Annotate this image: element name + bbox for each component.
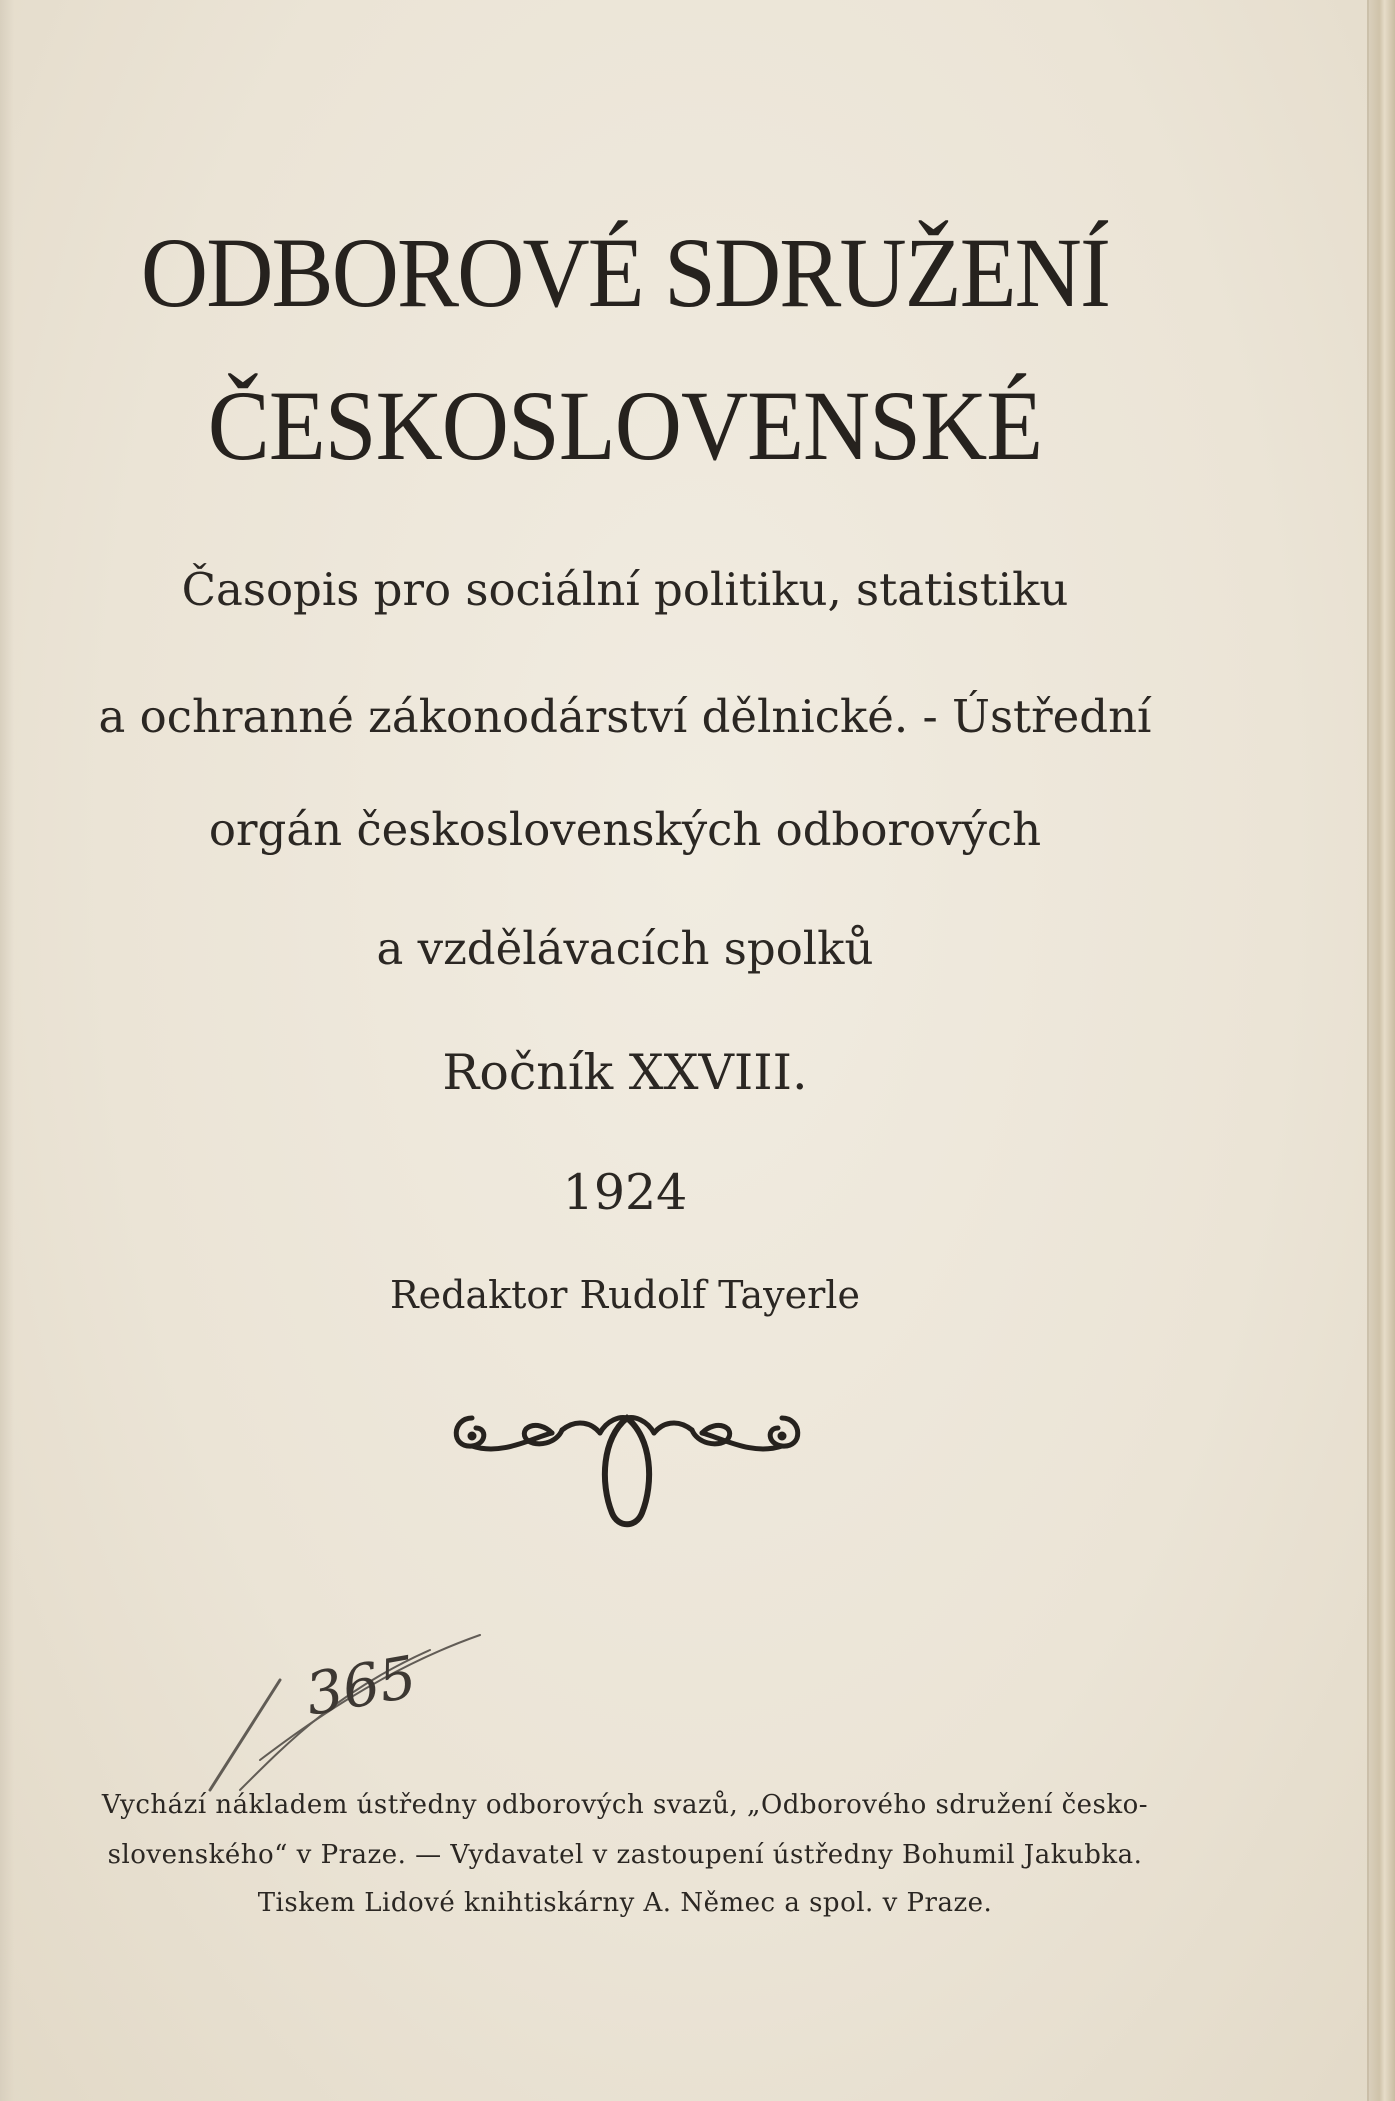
handwritten-number: 365 [300, 1642, 422, 1729]
publication-year: 1924 [562, 1164, 688, 1221]
subtitle-line-1: Časopis pro sociální politiku, statistiku [181, 563, 1069, 616]
journal-title-line-2: ČESKOSLOVENSKÉ [207, 370, 1043, 481]
page-edge [1369, 0, 1395, 2101]
editor-credit: Redaktor Rudolf Tayerle [390, 1273, 860, 1317]
imprint-line-1: Vychází nákladem ústředny odborových svazů, „Odborového sdružení česko- [101, 1790, 1149, 1820]
imprint-line-3: Tiskem Lidové knihtiskárny A. Němec a spol. v Praze. [257, 1888, 993, 1918]
subtitle-line-4: a vzdělávacích spolků [376, 922, 874, 975]
journal-title-line-1: ODBOROVÉ SDRUŽENÍ [140, 217, 1110, 328]
handwritten-pencil-mark [200, 1620, 500, 1800]
subtitle-line-2: a ochranné zákonodárství dělnické. - Ústřední [98, 690, 1152, 743]
volume-number: Ročník XXVIII. [442, 1044, 808, 1101]
ornament-flourish-icon [442, 1378, 812, 1538]
imprint-line-2: slovenského“ v Praze. — Vydavatel v zastoupení ústředny Bohumil Jakubka. [107, 1840, 1143, 1870]
subtitle-line-3: orgán československých odborových [208, 803, 1042, 856]
